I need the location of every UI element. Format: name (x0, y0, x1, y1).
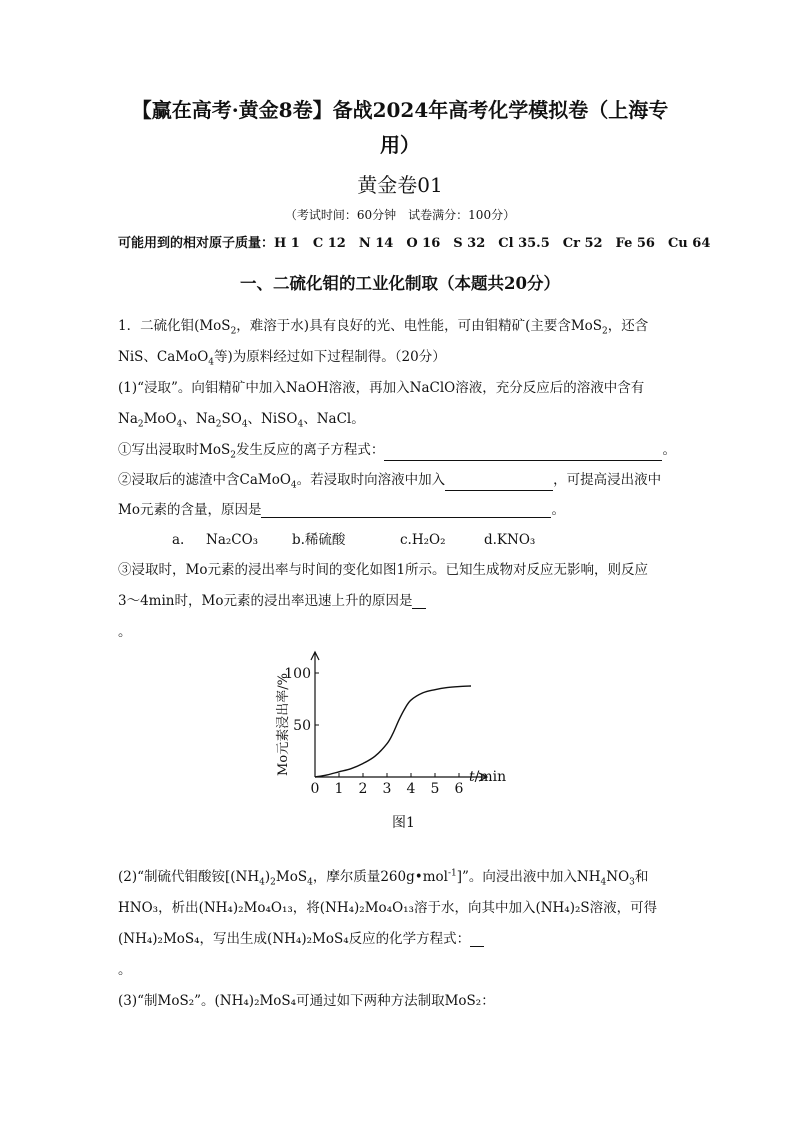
paper-name: 黄金卷01 (357, 173, 443, 197)
leaching-rate-curve (315, 686, 471, 777)
atomic-masses: 可能用到的相对原子质量：H 1 C 12 N 14 O 16 S 32 Cl 35.5 Cr 52 Fe 56 Cu 64 (118, 236, 711, 251)
option-c[interactable]: c.H₂O₂ (400, 532, 446, 548)
x-tick-label: 1 (334, 781, 344, 797)
question-intro-line2: NiS、CaMoO$_4$等)为原料经过如下过程制得。（20分） (118, 349, 446, 368)
section-title: 一、二硫化钼的工业化制取（本题共20分） (240, 274, 560, 293)
part2-end: 。 (118, 962, 132, 978)
x-tick-label: 6 (454, 781, 464, 797)
subq2: ②浸取后的滤渣中含CaMoO$_4$。若浸取时向溶液中加入 ，可提高浸出液中 (118, 472, 662, 491)
part2-line1: (2)“制硫代钼酸铵[$(NH_4)_2MoS_4$，摩尔质量260g•mol$^{-1}$]”。向浸出液中加入$NH_4NO_3$和 (118, 868, 649, 888)
figure-caption: 图1 (392, 815, 415, 831)
subq3-line1: ③浸取时，Mo元素的浸出率与时间的变化如图1所示。已知生成物对反应无影响，则反应 (118, 562, 649, 578)
paper-title-line2: 用） (380, 133, 420, 157)
answer-blank-2[interactable] (445, 476, 553, 491)
x-tick-label: 4 (406, 781, 416, 797)
answer-blank-4[interactable] (412, 594, 426, 609)
subq3-line2: 3～4min时，Mo元素的浸出率迅速上升的原因是 (118, 589, 426, 609)
y-axis-label: Mo元素浸出率/% (276, 673, 291, 776)
subq2-options (172, 528, 535, 548)
subq3-end: 。 (118, 624, 132, 640)
option-a[interactable]: Na₂CO₃ (206, 532, 259, 548)
figure-1-chart (260, 640, 550, 800)
exam-info: （考试时间：60分钟 试卷满分：100分） (284, 208, 516, 222)
answer-blank-3[interactable] (261, 503, 551, 518)
subq1: ①写出浸取时MoS$_2$发生反应的离子方程式： 。 (118, 442, 676, 461)
part1-text: (1)“浸取”。向钼精矿中加入NaOH溶液，再加入NaClO溶液，充分反应后的溶液中含有 (118, 380, 645, 396)
answer-blank-1[interactable] (384, 446, 662, 461)
part2-line3: (NH₄)₂MoS₄，写出生成(NH₄)₂MoS₄反应的化学方程式： (118, 927, 484, 947)
answer-blank-5[interactable] (470, 932, 484, 947)
option-b[interactable]: b.稀硫酸 (292, 532, 346, 548)
paper-title-line1: 【赢在高考·黄金8卷】备战2024年高考化学模拟卷（上海专 (131, 98, 669, 122)
option-d[interactable]: d.KNO₃ (484, 532, 536, 548)
x-tick-label: 2 (358, 781, 368, 797)
part1-products: $Na_2MoO_4$、$Na_2SO_4$、NiSO$_4$、NaCl。 (118, 411, 365, 430)
y-tick-label: 100 (284, 666, 311, 682)
x-tick-label: 0 (310, 781, 320, 797)
part3-line: (3)“制MoS₂”。(NH₄)₂MoS₄可通过如下两种方法制取MoS₂： (118, 993, 495, 1009)
x-tick-label: 3 (382, 781, 392, 797)
subq2-reason: Mo元素的含量，原因是 。 (118, 502, 565, 518)
option-a-label: a. (172, 532, 185, 548)
question-intro-line1: 1．二硫化钼(MoS$_2$，难溶于水)具有良好的光、电性能，可由钼精矿(主要含MoS$_2$，还含 (118, 318, 649, 337)
part2-line2: HNO₃，析出(NH₄)₂Mo₄O₁₃，将(NH₄)₂Mo₄O₁₃溶于水，向其中加入(NH₄)₂S溶液，可得 (118, 900, 658, 916)
x-tick-label: 5 (430, 781, 440, 797)
y-tick-label: 50 (293, 718, 311, 734)
x-axis-label: t/min (469, 769, 507, 785)
